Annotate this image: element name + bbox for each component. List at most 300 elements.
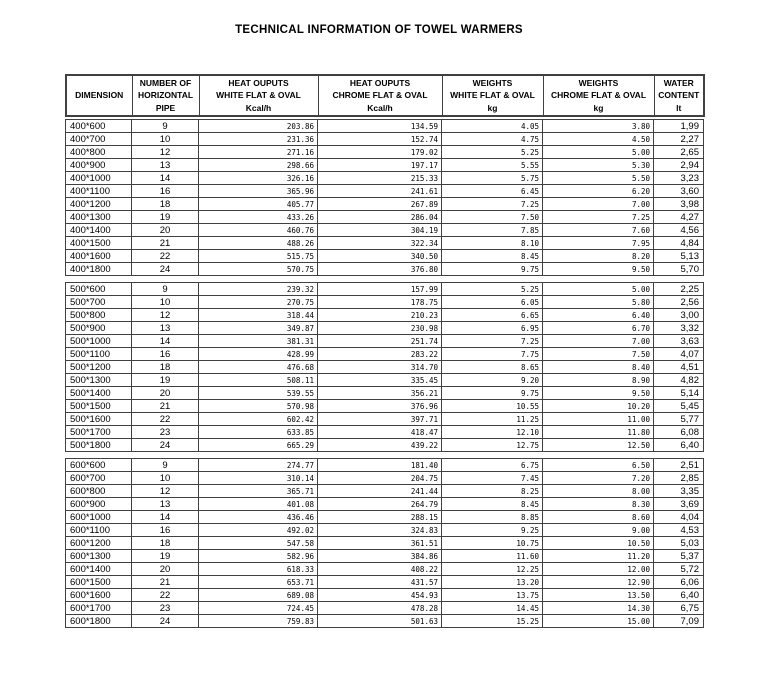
table-row bbox=[66, 224, 704, 237]
table-row bbox=[66, 296, 704, 309]
heat-chrome-cell: 230.98 bbox=[318, 322, 442, 335]
weight-chrome-cell: 9.00 bbox=[543, 524, 654, 537]
water-content-cell: 2,85 bbox=[654, 472, 704, 485]
weight-chrome-cell: 11.80 bbox=[543, 426, 654, 439]
table-row bbox=[66, 589, 704, 602]
weight-chrome-cell: 5.50 bbox=[543, 172, 654, 185]
water-content-cell: 4,04 bbox=[654, 511, 704, 524]
heat-white-cell: 326.16 bbox=[199, 172, 318, 185]
column-header-line: Kcal/h bbox=[367, 102, 393, 113]
column-header-weight-chrome bbox=[543, 75, 654, 116]
heat-white-cell: 405.77 bbox=[199, 198, 318, 211]
weight-chrome-cell: 8.40 bbox=[543, 361, 654, 374]
water-content-cell: 2,65 bbox=[654, 146, 704, 159]
pipes-cell: 19 bbox=[132, 374, 199, 387]
heat-white-cell: 436.46 bbox=[199, 511, 318, 524]
weight-white-cell: 12.75 bbox=[442, 439, 543, 452]
pipes-cell: 18 bbox=[132, 361, 199, 374]
dimension-cell: 600*800 bbox=[66, 485, 132, 498]
table-row bbox=[66, 322, 704, 335]
water-content-cell: 4,84 bbox=[654, 237, 704, 250]
water-content-cell: 2,94 bbox=[654, 159, 704, 172]
water-content-cell: 4,56 bbox=[654, 224, 704, 237]
weight-white-cell: 4.75 bbox=[442, 133, 543, 146]
column-header-weight-white bbox=[442, 75, 543, 116]
weight-white-cell: 8.10 bbox=[442, 237, 543, 250]
dimension-cell: 500*600 bbox=[66, 283, 132, 296]
column-header-line: WATER bbox=[663, 77, 694, 88]
weight-white-cell: 12.25 bbox=[442, 563, 543, 576]
pipes-cell: 19 bbox=[132, 550, 199, 563]
weight-white-cell: 12.10 bbox=[442, 426, 543, 439]
pipes-cell: 21 bbox=[132, 237, 199, 250]
table-row bbox=[66, 146, 704, 159]
pipes-cell: 21 bbox=[132, 400, 199, 413]
heat-white-cell: 203.86 bbox=[199, 120, 318, 133]
water-content-cell: 3,23 bbox=[654, 172, 704, 185]
heat-chrome-cell: 397.71 bbox=[318, 413, 442, 426]
weight-white-cell: 7.50 bbox=[442, 211, 543, 224]
weight-white-cell: 6.65 bbox=[442, 309, 543, 322]
weight-white-cell: 8.85 bbox=[442, 511, 543, 524]
heat-chrome-cell: 335.45 bbox=[318, 374, 442, 387]
weight-chrome-cell: 8.00 bbox=[543, 485, 654, 498]
heat-white-cell: 349.87 bbox=[199, 322, 318, 335]
water-content-cell: 1,99 bbox=[654, 120, 704, 133]
pipes-cell: 22 bbox=[132, 250, 199, 263]
heat-white-cell: 318.44 bbox=[199, 309, 318, 322]
pipes-cell: 13 bbox=[132, 159, 199, 172]
table-row bbox=[66, 511, 704, 524]
weight-white-cell: 5.25 bbox=[442, 146, 543, 159]
pipes-cell: 24 bbox=[132, 615, 199, 628]
weight-white-cell: 7.25 bbox=[442, 198, 543, 211]
dimension-cell: 400*1400 bbox=[66, 224, 132, 237]
table-row bbox=[66, 498, 704, 511]
dimension-cell: 500*1700 bbox=[66, 426, 132, 439]
dimension-cell: 500*1600 bbox=[66, 413, 132, 426]
weight-chrome-cell: 13.50 bbox=[543, 589, 654, 602]
heat-chrome-cell: 241.61 bbox=[318, 185, 442, 198]
heat-chrome-cell: 439.22 bbox=[318, 439, 442, 452]
weight-chrome-cell: 7.95 bbox=[543, 237, 654, 250]
water-content-cell: 2,27 bbox=[654, 133, 704, 146]
water-content-cell: 5,77 bbox=[654, 413, 704, 426]
heat-white-cell: 539.55 bbox=[199, 387, 318, 400]
dimension-cell: 400*600 bbox=[66, 120, 132, 133]
water-content-cell: 5,45 bbox=[654, 400, 704, 413]
water-content-cell: 3,35 bbox=[654, 485, 704, 498]
column-header-line: CHROME FLAT & OVAL bbox=[550, 90, 647, 101]
column-header-heat-white bbox=[199, 75, 318, 116]
heat-chrome-cell: 376.80 bbox=[318, 263, 442, 276]
dimension-cell: 400*1000 bbox=[66, 172, 132, 185]
heat-white-cell: 633.85 bbox=[199, 426, 318, 439]
table-row bbox=[66, 485, 704, 498]
column-header-water-content bbox=[654, 75, 704, 116]
weight-white-cell: 6.75 bbox=[442, 459, 543, 472]
table-row bbox=[66, 361, 704, 374]
pipes-cell: 9 bbox=[132, 120, 199, 133]
dimension-cell: 500*800 bbox=[66, 309, 132, 322]
weight-chrome-cell: 6.40 bbox=[543, 309, 654, 322]
dimension-cell: 400*1100 bbox=[66, 185, 132, 198]
heat-white-cell: 759.83 bbox=[199, 615, 318, 628]
heat-chrome-cell: 288.15 bbox=[318, 511, 442, 524]
heat-chrome-cell: 251.74 bbox=[318, 335, 442, 348]
water-content-cell: 3,32 bbox=[654, 322, 704, 335]
heat-white-cell: 231.36 bbox=[199, 133, 318, 146]
column-header-line: PIPE bbox=[155, 102, 176, 113]
water-content-cell: 2,51 bbox=[654, 459, 704, 472]
weight-chrome-cell: 5.80 bbox=[543, 296, 654, 309]
dimension-cell: 400*1200 bbox=[66, 198, 132, 211]
dimension-cell: 600*1800 bbox=[66, 615, 132, 628]
weight-chrome-cell: 10.50 bbox=[543, 537, 654, 550]
heat-chrome-cell: 356.21 bbox=[318, 387, 442, 400]
column-header-line: CHROME FLAT & OVAL bbox=[332, 90, 428, 101]
heat-chrome-cell: 134.59 bbox=[318, 120, 442, 133]
column-header-line: WEIGHTS bbox=[578, 77, 619, 88]
heat-chrome-cell: 179.02 bbox=[318, 146, 442, 159]
dimension-cell: 400*1600 bbox=[66, 250, 132, 263]
weight-white-cell: 14.45 bbox=[442, 602, 543, 615]
weight-white-cell: 11.25 bbox=[442, 413, 543, 426]
heat-white-cell: 570.98 bbox=[199, 400, 318, 413]
table-row bbox=[66, 602, 704, 615]
heat-chrome-cell: 501.63 bbox=[318, 615, 442, 628]
water-content-cell: 5,37 bbox=[654, 550, 704, 563]
weight-white-cell: 6.45 bbox=[442, 185, 543, 198]
water-content-cell: 3,69 bbox=[654, 498, 704, 511]
pipes-cell: 12 bbox=[132, 309, 199, 322]
table-row bbox=[66, 550, 704, 563]
dimension-cell: 500*1000 bbox=[66, 335, 132, 348]
table-row bbox=[66, 472, 704, 485]
dimension-cell: 500*700 bbox=[66, 296, 132, 309]
dimension-cell: 600*900 bbox=[66, 498, 132, 511]
pipes-cell: 22 bbox=[132, 589, 199, 602]
pipes-cell: 23 bbox=[132, 426, 199, 439]
heat-chrome-cell: 478.28 bbox=[318, 602, 442, 615]
heat-white-cell: 298.66 bbox=[199, 159, 318, 172]
heat-white-cell: 401.08 bbox=[199, 498, 318, 511]
weight-chrome-cell: 12.00 bbox=[543, 563, 654, 576]
heat-white-cell: 428.99 bbox=[199, 348, 318, 361]
heat-chrome-cell: 283.22 bbox=[318, 348, 442, 361]
heat-white-cell: 271.16 bbox=[199, 146, 318, 159]
heat-chrome-cell: 204.75 bbox=[318, 472, 442, 485]
pipes-cell: 12 bbox=[132, 146, 199, 159]
water-content-cell: 4,27 bbox=[654, 211, 704, 224]
weight-white-cell: 8.25 bbox=[442, 485, 543, 498]
column-header-line: kg bbox=[593, 102, 604, 113]
weight-white-cell: 5.75 bbox=[442, 172, 543, 185]
heat-white-cell: 492.02 bbox=[199, 524, 318, 537]
table-row bbox=[66, 563, 704, 576]
heat-white-cell: 724.45 bbox=[199, 602, 318, 615]
water-content-cell: 7,09 bbox=[654, 615, 704, 628]
heat-white-cell: 460.76 bbox=[199, 224, 318, 237]
column-header-line: WHITE FLAT & OVAL bbox=[216, 90, 301, 101]
water-content-cell: 6,06 bbox=[654, 576, 704, 589]
table-row bbox=[66, 309, 704, 322]
column-header-line: HEAT OUPUTS bbox=[228, 77, 289, 88]
table-row bbox=[66, 237, 704, 250]
water-content-cell: 2,25 bbox=[654, 283, 704, 296]
heat-chrome-cell: 408.22 bbox=[318, 563, 442, 576]
heat-white-cell: 488.26 bbox=[199, 237, 318, 250]
heat-chrome-cell: 376.96 bbox=[318, 400, 442, 413]
dimension-cell: 600*1600 bbox=[66, 589, 132, 602]
dimension-cell: 400*1300 bbox=[66, 211, 132, 224]
table-row bbox=[66, 172, 704, 185]
heat-chrome-cell: 304.19 bbox=[318, 224, 442, 237]
weight-chrome-cell: 4.50 bbox=[543, 133, 654, 146]
weight-chrome-cell: 11.20 bbox=[543, 550, 654, 563]
table-row bbox=[66, 387, 704, 400]
weight-chrome-cell: 5.00 bbox=[543, 146, 654, 159]
heat-white-cell: 239.32 bbox=[199, 283, 318, 296]
weight-chrome-cell: 5.00 bbox=[543, 283, 654, 296]
weight-white-cell: 10.55 bbox=[442, 400, 543, 413]
weight-chrome-cell: 9.50 bbox=[543, 387, 654, 400]
water-content-cell: 5,72 bbox=[654, 563, 704, 576]
weight-chrome-cell: 7.00 bbox=[543, 335, 654, 348]
pipes-cell: 14 bbox=[132, 172, 199, 185]
pipes-cell: 20 bbox=[132, 224, 199, 237]
table-group-500-series bbox=[65, 282, 704, 452]
weight-white-cell: 5.25 bbox=[442, 283, 543, 296]
dimension-cell: 600*1500 bbox=[66, 576, 132, 589]
heat-white-cell: 515.75 bbox=[199, 250, 318, 263]
dimension-cell: 500*1200 bbox=[66, 361, 132, 374]
weight-chrome-cell: 8.20 bbox=[543, 250, 654, 263]
column-header-line: kg bbox=[487, 102, 498, 113]
column-header-heat-chrome bbox=[318, 75, 442, 116]
heat-chrome-cell: 215.33 bbox=[318, 172, 442, 185]
weight-white-cell: 5.55 bbox=[442, 159, 543, 172]
pipes-cell: 14 bbox=[132, 335, 199, 348]
table-row bbox=[66, 413, 704, 426]
heat-white-cell: 653.71 bbox=[199, 576, 318, 589]
weight-chrome-cell: 10.20 bbox=[543, 400, 654, 413]
weight-chrome-cell: 7.60 bbox=[543, 224, 654, 237]
water-content-cell: 3,63 bbox=[654, 335, 704, 348]
weight-chrome-cell: 8.90 bbox=[543, 374, 654, 387]
column-header-line: WHITE FLAT & OVAL bbox=[450, 90, 535, 101]
heat-chrome-cell: 431.57 bbox=[318, 576, 442, 589]
weight-white-cell: 6.95 bbox=[442, 322, 543, 335]
column-header-line: Kcal/h bbox=[245, 102, 272, 113]
column-header-line: NUMBER OF bbox=[139, 77, 192, 88]
weight-white-cell: 7.85 bbox=[442, 224, 543, 237]
dimension-cell: 600*600 bbox=[66, 459, 132, 472]
table-groups bbox=[65, 119, 703, 628]
heat-white-cell: 618.33 bbox=[199, 563, 318, 576]
table-row bbox=[66, 211, 704, 224]
dimension-cell: 600*1300 bbox=[66, 550, 132, 563]
dimension-cell: 500*1800 bbox=[66, 439, 132, 452]
weight-white-cell: 15.25 bbox=[442, 615, 543, 628]
pipes-cell: 23 bbox=[132, 602, 199, 615]
pipes-cell: 10 bbox=[132, 472, 199, 485]
heat-chrome-cell: 181.40 bbox=[318, 459, 442, 472]
heat-chrome-cell: 314.70 bbox=[318, 361, 442, 374]
dimension-cell: 600*1200 bbox=[66, 537, 132, 550]
pipes-cell: 10 bbox=[132, 296, 199, 309]
pipes-cell: 16 bbox=[132, 185, 199, 198]
heat-white-cell: 508.11 bbox=[199, 374, 318, 387]
weight-white-cell: 10.75 bbox=[442, 537, 543, 550]
heat-chrome-cell: 361.51 bbox=[318, 537, 442, 550]
heat-white-cell: 365.71 bbox=[199, 485, 318, 498]
heat-white-cell: 665.29 bbox=[199, 439, 318, 452]
heat-chrome-cell: 267.89 bbox=[318, 198, 442, 211]
heat-white-cell: 274.77 bbox=[199, 459, 318, 472]
dimension-cell: 600*1000 bbox=[66, 511, 132, 524]
table-row bbox=[66, 348, 704, 361]
weight-white-cell: 9.20 bbox=[442, 374, 543, 387]
weight-white-cell: 9.75 bbox=[442, 263, 543, 276]
weight-white-cell: 8.45 bbox=[442, 498, 543, 511]
weight-chrome-cell: 12.90 bbox=[543, 576, 654, 589]
heat-white-cell: 547.58 bbox=[199, 537, 318, 550]
pipes-cell: 19 bbox=[132, 211, 199, 224]
weight-white-cell: 6.05 bbox=[442, 296, 543, 309]
weight-chrome-cell: 14.30 bbox=[543, 602, 654, 615]
dimension-cell: 400*1800 bbox=[66, 263, 132, 276]
weight-chrome-cell: 6.50 bbox=[543, 459, 654, 472]
pipes-cell: 13 bbox=[132, 322, 199, 335]
dimension-cell: 600*1700 bbox=[66, 602, 132, 615]
table-row bbox=[66, 374, 704, 387]
weight-chrome-cell: 7.00 bbox=[543, 198, 654, 211]
heat-chrome-cell: 241.44 bbox=[318, 485, 442, 498]
pipes-cell: 20 bbox=[132, 387, 199, 400]
dimension-cell: 400*800 bbox=[66, 146, 132, 159]
pipes-cell: 9 bbox=[132, 459, 199, 472]
weight-white-cell: 7.25 bbox=[442, 335, 543, 348]
pipes-cell: 18 bbox=[132, 198, 199, 211]
dimension-cell: 600*1400 bbox=[66, 563, 132, 576]
dimension-cell: 500*1100 bbox=[66, 348, 132, 361]
heat-chrome-cell: 264.79 bbox=[318, 498, 442, 511]
table-row bbox=[66, 120, 704, 133]
weight-white-cell: 11.60 bbox=[442, 550, 543, 563]
heat-chrome-cell: 286.04 bbox=[318, 211, 442, 224]
heat-chrome-cell: 454.93 bbox=[318, 589, 442, 602]
heat-white-cell: 381.31 bbox=[199, 335, 318, 348]
water-content-cell: 2,56 bbox=[654, 296, 704, 309]
table-header-row bbox=[66, 75, 704, 116]
table-row bbox=[66, 524, 704, 537]
weight-chrome-cell: 8.60 bbox=[543, 511, 654, 524]
table-row bbox=[66, 400, 704, 413]
pipes-cell: 13 bbox=[132, 498, 199, 511]
table-group-600-series bbox=[65, 458, 704, 628]
dimension-cell: 500*900 bbox=[66, 322, 132, 335]
table-row bbox=[66, 283, 704, 296]
table-group-400-series bbox=[65, 119, 704, 276]
table-row bbox=[66, 185, 704, 198]
weight-chrome-cell: 11.00 bbox=[543, 413, 654, 426]
column-header-line: HEAT OUPUTS bbox=[349, 77, 411, 88]
weight-chrome-cell: 6.20 bbox=[543, 185, 654, 198]
pipes-cell: 18 bbox=[132, 537, 199, 550]
water-content-cell: 6,40 bbox=[654, 439, 704, 452]
heat-chrome-cell: 157.99 bbox=[318, 283, 442, 296]
page-title: TECHNICAL INFORMATION OF TOWEL WARMERS bbox=[235, 24, 523, 36]
water-content-cell: 6,75 bbox=[654, 602, 704, 615]
water-content-cell: 4,53 bbox=[654, 524, 704, 537]
table-row bbox=[66, 250, 704, 263]
table-row bbox=[66, 576, 704, 589]
column-header-dimension bbox=[66, 75, 132, 116]
table-header bbox=[65, 74, 705, 117]
weight-white-cell: 7.75 bbox=[442, 348, 543, 361]
dimension-cell: 500*1300 bbox=[66, 374, 132, 387]
dimension-cell: 400*900 bbox=[66, 159, 132, 172]
table-row bbox=[66, 615, 704, 628]
table-row bbox=[66, 133, 704, 146]
table-row bbox=[66, 335, 704, 348]
dimension-cell: 500*1400 bbox=[66, 387, 132, 400]
pipes-cell: 16 bbox=[132, 348, 199, 361]
weight-chrome-cell: 3.80 bbox=[543, 120, 654, 133]
dimension-cell: 600*1100 bbox=[66, 524, 132, 537]
weight-chrome-cell: 15.00 bbox=[543, 615, 654, 628]
water-content-cell: 4,82 bbox=[654, 374, 704, 387]
pipes-cell: 21 bbox=[132, 576, 199, 589]
table-row bbox=[66, 159, 704, 172]
weight-white-cell: 8.65 bbox=[442, 361, 543, 374]
water-content-cell: 5,14 bbox=[654, 387, 704, 400]
heat-chrome-cell: 197.17 bbox=[318, 159, 442, 172]
table-row bbox=[66, 426, 704, 439]
table-row bbox=[66, 198, 704, 211]
weight-chrome-cell: 5.30 bbox=[543, 159, 654, 172]
column-header-line: WEIGHTS bbox=[472, 77, 513, 88]
pipes-cell: 9 bbox=[132, 283, 199, 296]
weight-chrome-cell: 7.25 bbox=[543, 211, 654, 224]
dimension-cell: 600*700 bbox=[66, 472, 132, 485]
heat-chrome-cell: 152.74 bbox=[318, 133, 442, 146]
towel-warmers-table bbox=[65, 74, 703, 634]
pipes-cell: 20 bbox=[132, 563, 199, 576]
weight-white-cell: 9.25 bbox=[442, 524, 543, 537]
weight-chrome-cell: 7.20 bbox=[543, 472, 654, 485]
heat-white-cell: 433.26 bbox=[199, 211, 318, 224]
heat-white-cell: 570.75 bbox=[199, 263, 318, 276]
water-content-cell: 5,03 bbox=[654, 537, 704, 550]
weight-chrome-cell: 8.30 bbox=[543, 498, 654, 511]
water-content-cell: 5,13 bbox=[654, 250, 704, 263]
table-row bbox=[66, 439, 704, 452]
pipes-cell: 10 bbox=[132, 133, 199, 146]
heat-white-cell: 310.14 bbox=[199, 472, 318, 485]
column-header-line: lt bbox=[676, 102, 682, 113]
column-header-pipes bbox=[132, 75, 199, 116]
dimension-cell: 500*1500 bbox=[66, 400, 132, 413]
heat-chrome-cell: 418.47 bbox=[318, 426, 442, 439]
weight-chrome-cell: 9.50 bbox=[543, 263, 654, 276]
water-content-cell: 3,60 bbox=[654, 185, 704, 198]
pipes-cell: 24 bbox=[132, 263, 199, 276]
weight-white-cell: 13.20 bbox=[442, 576, 543, 589]
heat-chrome-cell: 322.34 bbox=[318, 237, 442, 250]
table-row bbox=[66, 537, 704, 550]
